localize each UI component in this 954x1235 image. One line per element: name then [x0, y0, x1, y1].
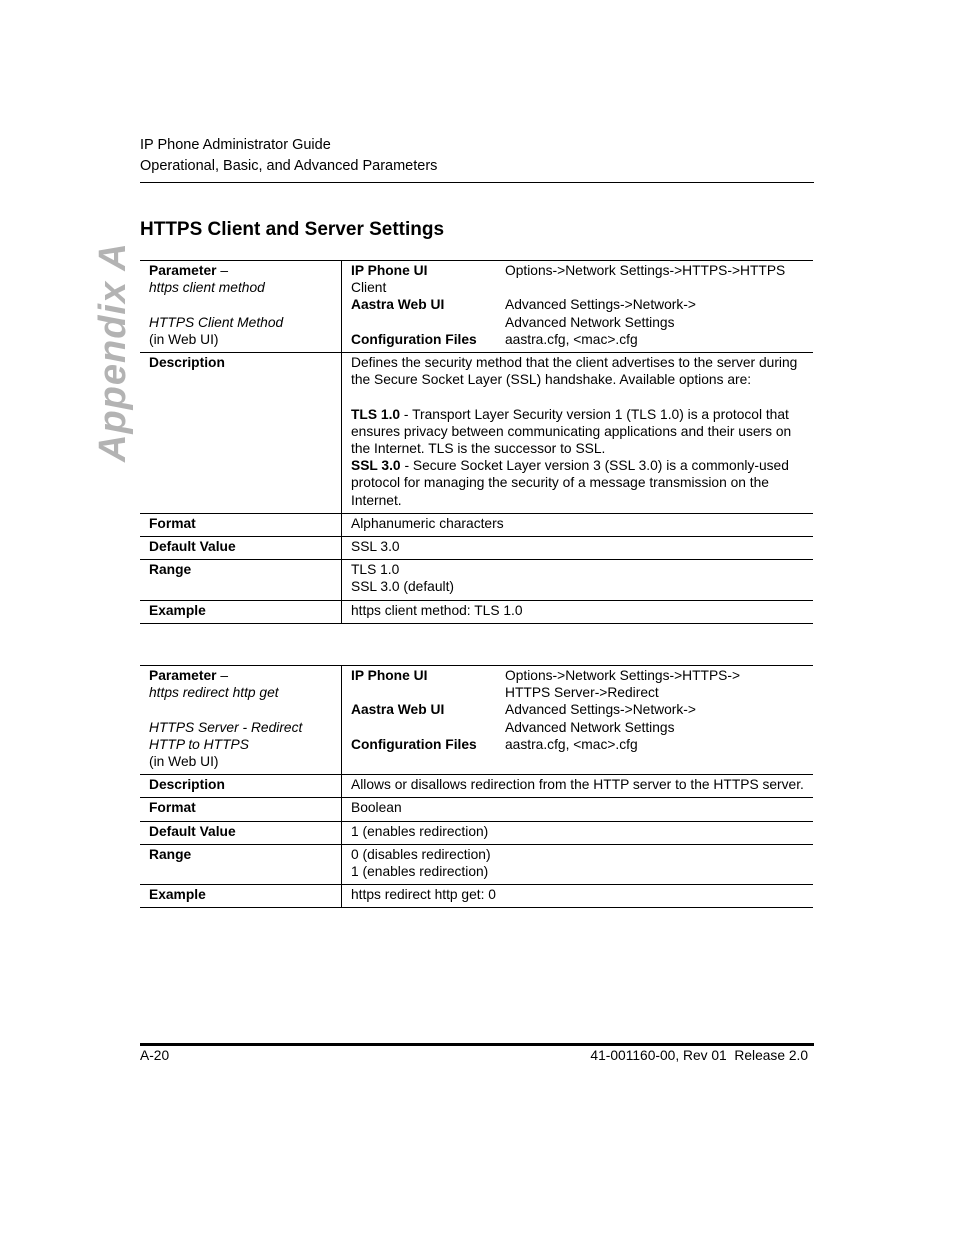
web-ui-parameter-name: HTTPS Client Method: [149, 314, 284, 330]
range-value: 0 (disables redirection): [351, 846, 491, 862]
option-text: - Transport Layer Security version 1 (TLS 1.0) is a protocol that ensures privacy between communicating applications and their users on the Internet. TLS is the successor to SSL.: [351, 406, 792, 457]
description-label: Description: [140, 353, 342, 514]
web-ui-note: (in Web UI): [149, 331, 219, 347]
option-ssl: [351, 457, 805, 509]
parameter-cell: [140, 261, 342, 353]
ip-phone-ui-label: IP Phone UI: [351, 668, 428, 683]
table-row-description: [140, 775, 813, 798]
table-row-format: [140, 513, 813, 536]
running-header-subtitle: Operational, Basic, and Advanced Parameters: [140, 158, 438, 174]
table-row-description: [140, 353, 813, 514]
table-row-parameter: [140, 261, 813, 353]
appendix-side-label: Appendix A: [92, 242, 134, 462]
parameter-label: Parameter: [149, 263, 217, 278]
table-row-format: [140, 798, 813, 821]
table-row-example: [140, 885, 813, 908]
location-cell: [342, 666, 814, 775]
web-ui-note: (in Web UI): [149, 754, 219, 769]
option-term: SSL 3.0: [351, 458, 401, 474]
ip-phone-ui-path-cont: HTTPS Server->Redirect: [505, 685, 659, 701]
table-row-range: [140, 560, 813, 600]
table-row-parameter: [140, 666, 813, 775]
page-number: A-20: [140, 1048, 170, 1063]
option-tls: [351, 406, 805, 458]
aastra-web-ui-path-cont: Advanced Network Settings: [505, 719, 675, 735]
header-rule: [140, 182, 814, 183]
config-parameter-name: https client method: [149, 280, 265, 296]
web-ui-parameter-name-cont: HTTP to HTTPS: [149, 736, 249, 752]
table-row-example: [140, 600, 813, 623]
default-value: 1 (enables redirection): [342, 821, 814, 844]
range-value: TLS 1.0: [351, 562, 400, 578]
parameter-dash: –: [216, 668, 229, 683]
section-title: HTTPS Client and Server Settings: [140, 219, 445, 240]
web-ui-parameter-name: HTTPS Server - Redirect: [149, 719, 303, 735]
ip-phone-ui-path: Options->Network Settings->HTTPS->: [505, 668, 741, 683]
default-value: SSL 3.0: [342, 537, 814, 560]
range-cell: [342, 560, 814, 600]
ip-phone-ui-path-cont: Client: [351, 280, 387, 296]
ip-phone-ui-path: Options->Network Settings->HTTPS->HTTPS: [505, 263, 786, 278]
config-files-value: aastra.cfg, <mac>.cfg: [505, 736, 638, 752]
range-label: Range: [140, 560, 342, 600]
aastra-web-ui-label: Aastra Web UI: [351, 702, 445, 718]
example-value: https client method: TLS 1.0: [342, 600, 814, 623]
document-number: 41-001160-00, Rev 01 Release 2.0: [590, 1048, 808, 1063]
format-value: Alphanumeric characters: [342, 513, 814, 536]
example-label: Example: [140, 885, 342, 908]
range-value: 1 (enables redirection): [351, 864, 489, 880]
table-row-range: [140, 844, 813, 884]
ip-phone-ui-label: IP Phone UI: [351, 263, 428, 278]
example-label: Example: [140, 600, 342, 623]
config-files-value: aastra.cfg, <mac>.cfg: [505, 331, 638, 347]
default-value-label: Default Value: [140, 537, 342, 560]
table-row-default: [140, 821, 813, 844]
range-label: Range: [140, 844, 342, 884]
description-cell: [342, 353, 814, 514]
table-row-default: [140, 537, 813, 560]
aastra-web-ui-path: Advanced Settings->Network->: [505, 702, 696, 718]
aastra-web-ui-label: Aastra Web UI: [351, 297, 445, 313]
format-value: Boolean: [342, 798, 814, 821]
parameter-dash: –: [216, 263, 229, 278]
description-label: Description: [140, 775, 342, 798]
location-cell: [342, 261, 814, 353]
option-term: TLS 1.0: [351, 406, 401, 422]
aastra-web-ui-path-cont: Advanced Network Settings: [505, 314, 675, 330]
footer-rule: [140, 1043, 814, 1046]
parameter-cell: [140, 666, 342, 775]
running-header-title: IP Phone Administrator Guide: [140, 137, 331, 153]
example-value: https redirect http get: 0: [342, 885, 814, 908]
description-text: Defines the security method that the client advertises to the server during the Secure Socket Layer (SSL) handshake. Available options are:: [351, 355, 798, 388]
config-files-label: Configuration Files: [351, 736, 477, 752]
range-value: SSL 3.0 (default): [351, 579, 455, 595]
parameter-label: Parameter: [149, 668, 217, 683]
format-label: Format: [140, 798, 342, 821]
default-value-label: Default Value: [140, 821, 342, 844]
range-cell: [342, 844, 814, 884]
aastra-web-ui-path: Advanced Settings->Network->: [505, 297, 696, 313]
config-parameter-name: https redirect http get: [149, 685, 279, 701]
option-text: - Secure Socket Layer version 3 (SSL 3.0) is a commonly-used protocol for managing the security of a message transmission on the Internet.: [351, 458, 789, 508]
description-text: Allows or disallows redirection from the HTTP server to the HTTPS server.: [342, 775, 814, 798]
parameter-table-https-client-method: [140, 260, 813, 624]
config-files-label: Configuration Files: [351, 331, 477, 347]
parameter-table-https-redirect-http-get: [140, 665, 813, 908]
format-label: Format: [140, 513, 342, 536]
